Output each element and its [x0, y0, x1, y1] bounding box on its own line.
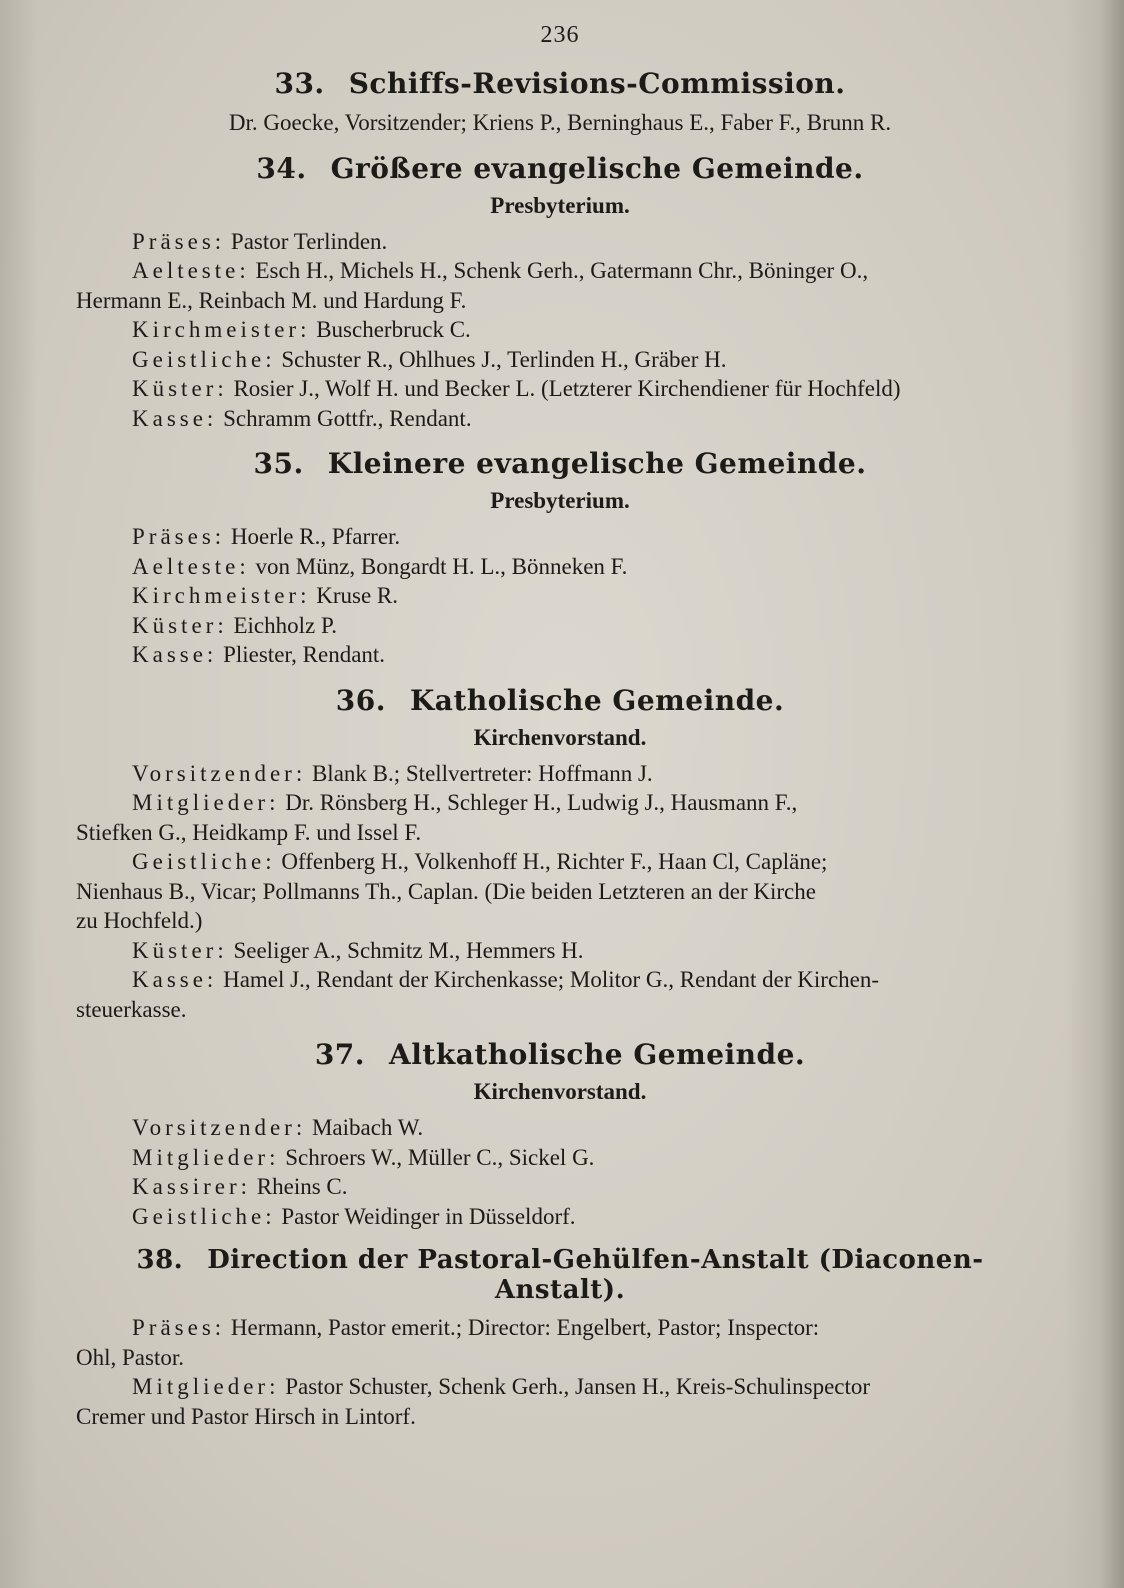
role-label: Geistliche: — [132, 849, 276, 874]
role-text: Pastor Terlinden. — [230, 228, 388, 254]
role-text: Seeliger A., Schmitz M., Hemmers H. — [233, 937, 584, 963]
member-line — [76, 847, 1044, 877]
section-subtitle: Presbyterium. — [490, 488, 630, 513]
role-text: Pliester, Rendant. — [223, 642, 386, 667]
page-gutter-left — [0, 0, 38, 1588]
member-line — [76, 227, 1044, 257]
section-number: 38. — [136, 1245, 184, 1275]
role-text: Dr. Rönsberg H., Schleger H., Ludwig J., Hausmann F., — [285, 790, 798, 815]
member-line — [76, 374, 1044, 404]
member-line-continued: steuerkasse. — [76, 996, 187, 1022]
role-label: Vorsitzender: — [132, 1115, 307, 1140]
role-label: Küster: — [132, 376, 228, 401]
member-line-continued: Nienhaus B., Vicar; Pollmanns Th., Caplan. (Die beiden Letzteren an der Kirche — [76, 878, 816, 904]
role-text: Offenberg H., Volkenhoff H., Richter F., Haan Cl, Capläne; — [281, 849, 828, 874]
section-title: Direction der Pastoral-Gehülfen-Anstalt (Diaconen-Anstalt). — [207, 1245, 984, 1305]
member-line — [76, 404, 1044, 434]
role-label: Küster: — [132, 612, 228, 638]
member-line — [76, 611, 1044, 641]
role-label: Kirchmeister: — [132, 583, 311, 608]
section-heading — [76, 152, 1044, 185]
section-title: Kleinere evangelische Gemeinde. — [327, 447, 867, 480]
member-line — [76, 936, 1044, 966]
role-text: Rosier J., Wolf H. und Becker L. (Letzterer Kirchendiener für Hochfeld) — [233, 376, 901, 401]
role-text: Pastor Weidinger in Düsseldorf. — [281, 1203, 576, 1229]
section-title: Altkatholische Gemeinde. — [389, 1038, 806, 1071]
role-label: Kassirer: — [132, 1174, 252, 1199]
member-line-continued: zu Hochfeld.) — [76, 908, 203, 933]
section-number: 35. — [253, 447, 304, 480]
section-37 — [76, 1038, 1044, 1231]
section-heading — [76, 684, 1044, 717]
section-38 — [76, 1245, 1044, 1431]
section-35 — [76, 447, 1044, 670]
role-text: Maibach W. — [311, 1115, 424, 1140]
member-line — [76, 1143, 1044, 1173]
member-line-continued: Stiefken G., Heidkamp F. und Issel F. — [76, 819, 422, 845]
section-subtitle: Kirchenvorstand. — [473, 724, 647, 750]
role-text: Kruse R. — [316, 583, 398, 608]
role-label: Präses: — [132, 228, 226, 254]
role-text: Schramm Gottfr., Rendant. — [223, 405, 472, 431]
member-line — [76, 1113, 1044, 1143]
section-number: 36. — [335, 683, 386, 717]
section-title: Größere evangelische Gemeinde. — [330, 151, 864, 185]
section-number: 34. — [256, 151, 307, 185]
section-33 — [76, 67, 1044, 138]
role-label: Aelteste: — [132, 553, 250, 579]
section-subtitle: Kirchenvorstand. — [473, 1079, 647, 1104]
role-text: Hoerle R., Pfarrer. — [230, 524, 401, 549]
role-text: Esch H., Michels H., Schenk Gerh., Gatermann Chr., Böninger O., — [255, 258, 869, 283]
member-line-continued: Hermann E., Reinbach M. und Hardung F. — [76, 287, 467, 313]
section-34 — [76, 152, 1044, 434]
section-number: 37. — [314, 1038, 366, 1071]
member-line — [76, 345, 1044, 375]
role-text: Rheins C. — [256, 1174, 348, 1199]
section-title: Katholische Gemeinde. — [409, 683, 785, 717]
section-subtitle: Presbyterium. — [490, 192, 630, 218]
role-label: Vorsitzender: — [132, 760, 307, 786]
member-line — [76, 965, 1044, 995]
role-label: Mitglieder: — [132, 790, 280, 815]
role-label: Aelteste: — [132, 258, 250, 283]
section-title: Schiffs-Revisions-Commission. — [348, 67, 846, 100]
section-heading — [76, 1038, 1044, 1071]
page-number: 236 — [540, 22, 580, 48]
role-label: Kasse: — [132, 405, 218, 431]
member-line — [76, 256, 1044, 286]
role-text: Buscherbruck C. — [316, 317, 471, 342]
role-text: Hamel J., Rendant der Kirchenkasse; Molitor G., Rendant der Kirchen- — [223, 967, 880, 992]
role-text: Pastor Schuster, Schenk Gerh., Jansen H., Kreis-Schulinspector — [285, 1374, 871, 1399]
role-label: Mitglieder: — [132, 1374, 280, 1399]
section-36 — [76, 684, 1044, 1025]
section-number: 33. — [274, 67, 325, 100]
member-line: Dr. Goecke, Vorsitzender; Kriens P., Berninghaus E., Faber F., Brunn R. — [228, 110, 892, 135]
member-line — [76, 759, 1044, 789]
role-label: Mitglieder: — [132, 1144, 280, 1170]
role-label: Geistliche: — [132, 1203, 276, 1229]
member-line — [76, 1313, 1044, 1343]
member-line — [76, 1372, 1044, 1402]
role-label: Präses: — [132, 524, 226, 549]
member-line — [76, 522, 1044, 552]
role-text: Hermann, Pastor emerit.; Director: Engelbert, Pastor; Inspector: — [230, 1315, 820, 1340]
role-text: Schroers W., Müller C., Sickel G. — [285, 1144, 595, 1170]
role-label: Präses: — [132, 1315, 226, 1340]
member-line — [76, 1172, 1044, 1202]
role-label: Geistliche: — [132, 346, 276, 372]
member-line — [76, 581, 1044, 611]
role-label: Kasse: — [132, 642, 218, 667]
member-line — [76, 552, 1044, 582]
member-line — [76, 315, 1044, 345]
role-label: Kasse: — [132, 967, 218, 992]
member-line — [76, 640, 1044, 670]
section-heading — [76, 67, 1044, 100]
role-text: von Münz, Bongardt H. L., Bönneken F. — [255, 553, 628, 579]
member-line-continued: Cremer und Pastor Hirsch in Lintorf. — [76, 1403, 416, 1429]
page-gutter-right — [1064, 0, 1124, 1588]
role-text: Eichholz P. — [233, 612, 337, 638]
member-line — [76, 1202, 1044, 1232]
role-text: Schuster R., Ohlhues J., Terlinden H., Gräber H. — [281, 346, 727, 372]
member-line — [76, 788, 1044, 818]
member-line-continued: Ohl, Pastor. — [76, 1344, 184, 1370]
section-heading — [76, 1245, 1044, 1305]
role-label: Küster: — [132, 937, 228, 963]
section-heading — [76, 447, 1044, 480]
role-label: Kirchmeister: — [132, 317, 311, 342]
role-text: Blank B.; Stellvertreter: Hoffmann J. — [311, 760, 653, 786]
